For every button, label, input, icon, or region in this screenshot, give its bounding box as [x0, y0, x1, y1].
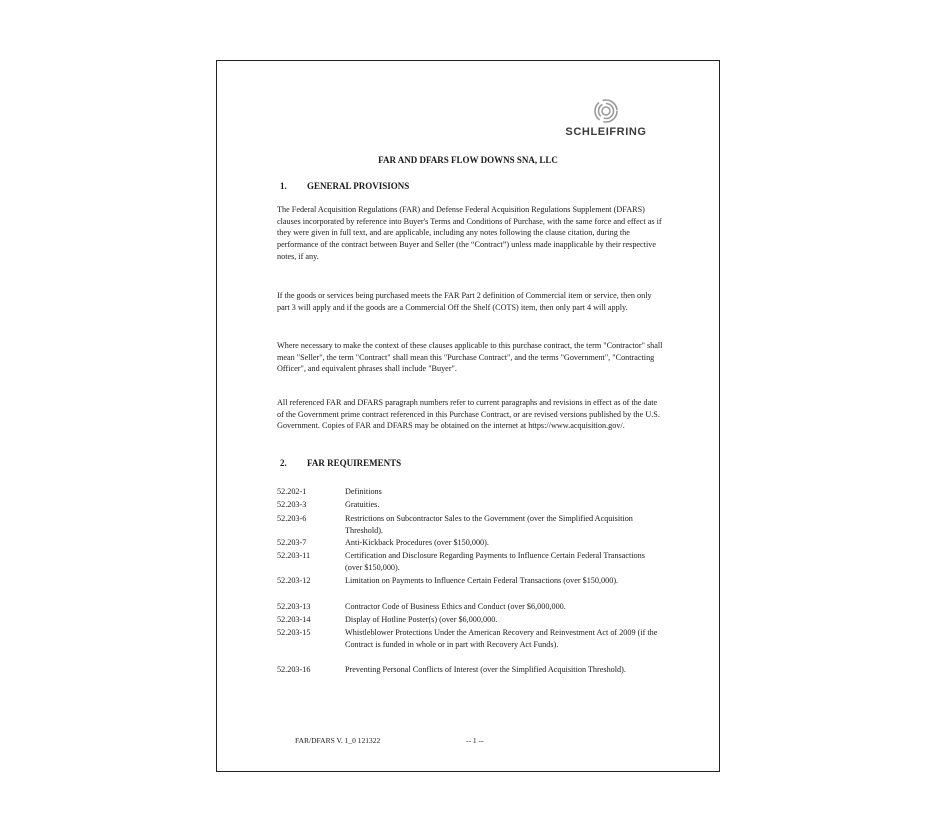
clause-description: Limitation on Payments to Influence Certain Federal Transactions (over $150,000). [345, 576, 619, 585]
clause-code: 52.203-6 [277, 514, 307, 523]
company-logo [564, 98, 648, 138]
clause-description: Whistleblower Protections Under the American Recovery and Reinvestment Act of 2009 (if the Contract is funded in whole or in part with Recovery Act Funds). [345, 628, 658, 649]
clause-row [277, 550, 663, 573]
clause-row [277, 664, 663, 676]
clause-code: 52.203-12 [277, 576, 311, 585]
clause-code: 52.203-11 [277, 551, 311, 560]
clause-description: Anti-Kickback Procedures (over $150,000). [345, 538, 489, 547]
clause-description: Display of Hotline Poster(s) (over $6,000,000. [345, 615, 498, 624]
clause-row [277, 627, 663, 650]
section-heading-general-provisions [280, 181, 409, 191]
clause-row [277, 575, 663, 587]
clause-row [277, 513, 663, 536]
paragraph-term-definitions: Where necessary to make the context of these clauses applicable to this purchase contract, the term "Contractor" shall mean "Seller", the term "Contract" shall mean this "Purchase Contract", and the terms "Government", "Contracting Officer", and equivalent phrases shall include "Buyer". [277, 341, 663, 374]
clause-description: Restrictions on Subcontractor Sales to the Government (over the Simplified Acquisition Threshold). [345, 514, 633, 535]
clause-code: 52.203-15 [277, 628, 311, 637]
paragraph-commercial-items: If the goods or services being purchased meets the FAR Part 2 definition of Commercial item or service, then only part 3 will apply and if the goods are a Commercial Off the Shelf (COTS) item, then only part 4 will apply. [277, 291, 652, 312]
clause-description: Definitions [345, 487, 382, 496]
clause-row [277, 614, 663, 626]
clause-code: 52.203-3 [277, 500, 307, 509]
section-number: 1. [280, 181, 287, 191]
clause-row [277, 537, 663, 549]
clause-row [277, 499, 663, 511]
document-title: FAR AND DFARS FLOW DOWNS SNA, LLC [378, 155, 558, 165]
paragraph-referenced-paragraphs: All referenced FAR and DFARS paragraph numbers refer to current paragraphs and revisions in effect as of the date of the Government prime contract referenced in this Purchase Contract, or are revised versions published by the U.S. Government. Copies of FAR and DFARS may be obtained on the internet at https://www.acquisition.gov/. [277, 398, 660, 431]
clause-description: Gratuities. [345, 500, 380, 509]
footer-version: FAR/DFARS V. 1_0 121322 [295, 736, 381, 745]
logo-brand-text: SCHLEIFRING [565, 126, 647, 138]
clause-row [277, 601, 663, 613]
section-heading-far-requirements [280, 458, 401, 468]
clause-description: Certification and Disclosure Regarding Payments to Influence Certain Federal Transactions (over $150,000). [345, 551, 645, 572]
clause-description: Contractor Code of Business Ethics and Conduct (over $6,000,000. [345, 602, 566, 611]
clause-code: 52.202-1 [277, 487, 307, 496]
clause-code: 52.203-13 [277, 602, 311, 611]
section-title: FAR REQUIREMENTS [307, 458, 402, 468]
clause-code: 52.203-14 [277, 615, 311, 624]
section-number: 2. [280, 458, 287, 468]
schleifring-logo-icon [593, 98, 619, 124]
clause-code: 52.203-7 [277, 538, 307, 547]
clause-code: 52.203-16 [277, 665, 311, 674]
paragraph-far-dfars-incorporation: The Federal Acquisition Regulations (FAR) and Defense Federal Acquisition Regulations Supplement (DFARS) clauses incorporated by reference into Buyer's Terms and Conditions of Purchase, with the same force and effect as if they were given in full text, and are applicable, including any notes following the clause citation, during the performance of the contract between Buyer and Seller (the “Contract”) unless made inapplicable by their respective notes, if any. [277, 205, 662, 261]
clause-row [277, 486, 663, 498]
clause-description: Preventing Personal Conflicts of Interest (over the Simplified Acquisition Threshold). [345, 665, 626, 674]
footer-page-number: -- 1 -- [466, 736, 484, 745]
section-title: GENERAL PROVISIONS [307, 181, 410, 191]
